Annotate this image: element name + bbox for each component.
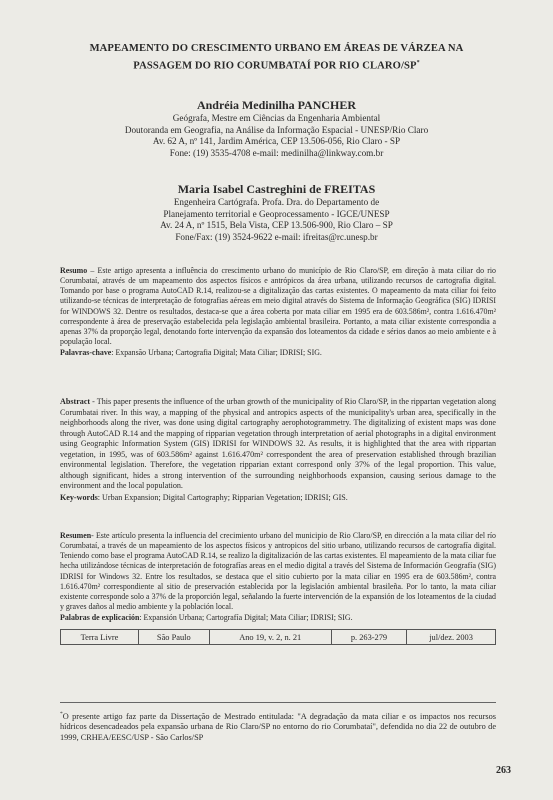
abstract-label: Abstract [60, 397, 91, 406]
abstract-portuguese [60, 266, 496, 358]
publication-info-table [60, 629, 496, 645]
footnote-divider [60, 702, 496, 703]
journal-city: São Paulo [138, 630, 209, 645]
article-title [40, 42, 513, 74]
abstract-label: Resumo [60, 266, 88, 275]
author-affiliation: Geógrafa, Mestre em Ciências da Engenharia Ambiental [172, 113, 381, 123]
author-name: Andréia Medinilha PANCHER [196, 98, 357, 112]
keywords [60, 613, 496, 623]
author-block-1 [40, 98, 513, 159]
abstract-text: - Este artículo presenta la influencia del crecimiento urbano del municipio de Rio Claro/SP, en dirección a la mata ciliar del río Corumbataí, a través de un mapeamiento de los aspectos físicos y antropicos del sitio urbano, utilizando recursos de cartografía digital. Teniendo como base el programa AutoCAD R.14, se realizo la digitalización de las cartas existentes. El mapeamiento de la mata ciliar fue hecha utilizándose técnicas de interpretación de fotografías areas en el medio digital a través del Sistema de Información Geografía (SIG) IDRISI for Windows 32. Entre los resultados, se destaca que el sitio cubierto por la mata ciliar en 1995 era de 603.586m², contra 1.616.470m² correspondiente al sitio de preservación establecida por la legislación ambiental brasileña. Por lo tanto, la mata ciliar existente corresponde solo a 37% de la proporción legal, señalando la fuerte intervención de la expansión de los loteamentos de la ciudad y graves daños al medio ambiente y la población local. [60, 531, 496, 612]
author-affiliation: Doutoranda em Geografia, na Análise da Informação Espacial - UNESP/Rio Claro [124, 124, 429, 135]
author-affiliation: Planejamento territorial e Geoprocessamento - IGCE/UNESP [163, 208, 390, 219]
keywords-label: Palavras-chave [60, 348, 112, 358]
abstract-spanish [60, 531, 496, 623]
keywords-text: : Expansão Urbana; Cartografia Digital; Mata Ciliar; IDRISI; SIG. [111, 348, 322, 358]
abstract-body [60, 397, 496, 492]
abstract-text: - This paper presents the influence of the urban growth of the municipality of Rio Claro/SP, in the rippartan vegetation along Corumbatai river. In this way, a mapping of the physical and antropics aspects of the municipality's urban area, specifically in the neighborhoods along the river, was done using digital cartography aerophotogrammetry. The digitalizing of existent maps was done through AutoCAD R.14 and the mapping of ripparian vegetation through interpretation of aerial photographs in a digital environment using Geographic Information System (GIS) IDRISI for WINDOWS 32. As results, it is highlighted that the area with rippartan vegetation, in 1995, was of 603.586m² against 1.616.470m² correspondent the area of preservation established through brazilian environmental legislation. Therefore, the vegetation ripparian extant correspond only 37% of the legal proportion. This value, although significant, hides a strong intervention of the surrounding neighborhoods expansion, causing serious damage to the environment and the local population. [60, 397, 496, 490]
title-line-1: MAPEAMENTO DO CRESCIMENTO URBANO EM ÁREAS DE VÁRZEA NA [89, 43, 464, 54]
footnote [60, 709, 496, 744]
author-affiliation: Engenheira Cartógrafa. Profa. Dra. do Departamento de [173, 197, 380, 207]
abstract-label: Resumen [60, 531, 92, 540]
publication-info-row [61, 630, 496, 645]
abstract-body [60, 266, 496, 347]
footnote-text: O presente artigo faz parte da Dissertação de Mestrado entitulada: "A degradação da mata ciliar e os impactos nos recursos hídricos desencadeados pela expansão urbana de Rio Claro/SP no entorno do rio Corumbataí", defendida no dia 22 de outubro de 1999, CRHEA/EESC/USP - São Carlos/SP [60, 711, 496, 743]
title-line-2 [40, 56, 513, 74]
title-footnote-marker: * [416, 60, 420, 66]
author-name: Maria Isabel Castreghini de FREITAS [177, 182, 376, 196]
keywords [60, 493, 496, 504]
journal-date: jul/dez. 2003 [407, 630, 496, 645]
page-number: 263 [496, 765, 511, 776]
author-address: Av. 24 A, nº 1515, Bela Vista, CEP 13.506-900, Rio Claro – SP [160, 220, 393, 231]
title-line-2-text: PASSAGEM DO RIO CORUMBATAÍ POR RIO CLARO/SP [133, 60, 417, 72]
abstract-english [60, 397, 496, 503]
abstract-body [60, 531, 496, 612]
keywords-label: Palabras de explicación [60, 613, 140, 623]
keywords [60, 348, 496, 358]
footnote-marker: * [60, 711, 63, 717]
journal-name: Terra Livre [61, 630, 139, 645]
author-block-2 [40, 182, 513, 243]
author-contact: Fone: (19) 3535-4708 e-mail: medinilha@linkway.com.br [169, 147, 384, 158]
author-address: Av. 62 A, nº 141, Jardim América, CEP 13.506-056, Rio Claro - SP [152, 136, 401, 147]
journal-volume: Ano 19, v. 2, n. 21 [209, 630, 331, 645]
keywords-label: Key-words [60, 492, 98, 502]
author-contact: Fone/Fax: (19) 3524-9622 e-mail: ifreitas@rc.unesp.br [175, 231, 378, 242]
keywords-text: : Expansión Urbana; Cartografía Digital; Mata Ciliar; IDRISI; SIG. [139, 613, 353, 623]
keywords-text: : Urban Expansion; Digital Cartography; Ripparian Vegetation; IDRISI; GIS. [97, 492, 348, 502]
journal-pages: p. 263-279 [331, 630, 406, 645]
abstract-text: – Este artigo apresenta a influência do crescimento urbano do município de Rio Claro/SP, em direção à mata ciliar do rio Corumbataí, através de um mapeamento dos aspectos físicos e antrópicos da área urbana, utilizando recursos de cartografia digital. Tomando por base o programa AutoCAD R.14, realizou-se a digitalização das cartas existentes. O mapeamento da mata ciliar foi feito utilizando-se técnicas de interpretação de fotografias aéreas em meio digital através do Sistema de Informação Geográfica (SIG) IDRISI for WINDOWS 32. Dentre os resultados, destaca-se que a área coberta por mata ciliar em 1995 era de 603.586m², contra 1.616.470m² correspondente à área de preservação estabelecida pela legislação ambiental brasileira. Portanto, a mata ciliar existente correspondia a apenas 37% da proporção legal, denotando forte intervenção da expansão dos loteamentos da cidade e sérios danos ao meio ambiente e à população local. [60, 266, 496, 347]
